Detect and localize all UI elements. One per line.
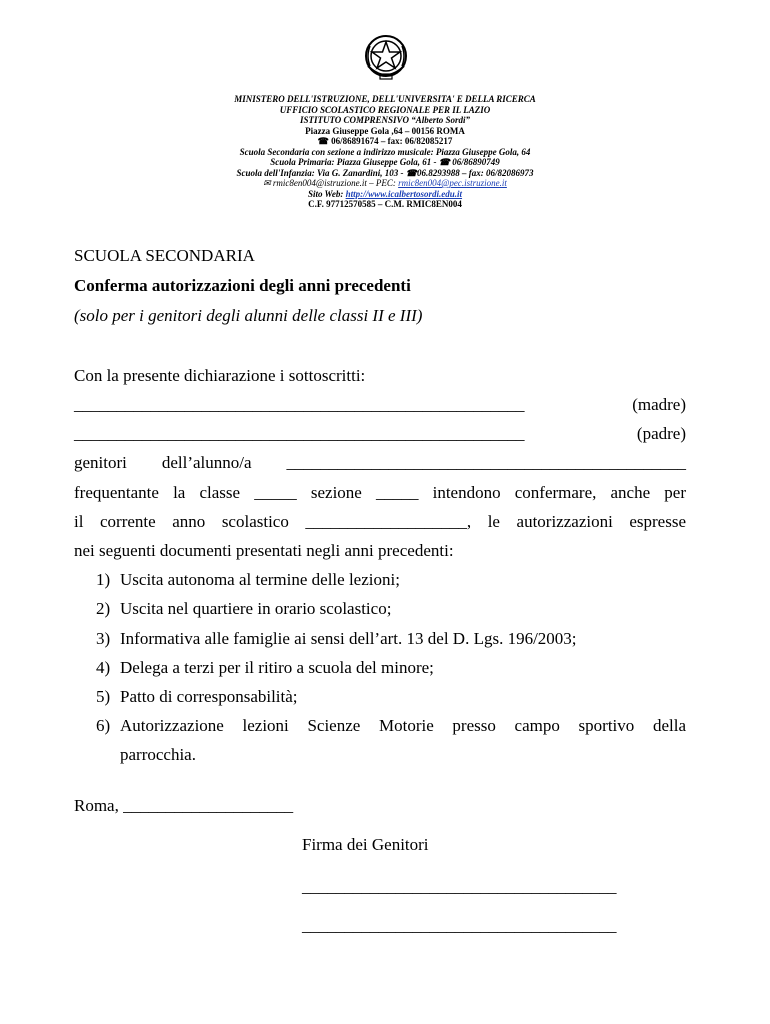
mother-field: _____________________________________________________ (madre)	[74, 395, 686, 414]
list-text: Patto di corresponsabilità;	[120, 687, 298, 706]
website-label: Sito Web:	[307, 188, 346, 199]
list-text: Autorizzazione lezioni Scienze Motorie presso campo sportivo della	[120, 716, 686, 735]
list-text: Uscita nel quartiere in orario scolastico;	[120, 599, 392, 618]
student-field: genitori dell’alunno/a _______________________________________________	[74, 453, 686, 472]
list-item	[96, 570, 686, 590]
documents-intro: nei seguenti documenti presentati negli anni precedenti:	[74, 541, 454, 560]
signature-line-2: _____________________________________	[302, 916, 617, 935]
signature-line-1: _____________________________________	[302, 877, 617, 896]
list-item	[96, 687, 686, 707]
ministry-name: MINISTERO DELL'ISTRUZIONE, DELL'UNIVERSITA' E DELLA RICERCA	[234, 94, 536, 104]
italian-republic-emblem	[362, 32, 410, 84]
institute-name: ISTITUTO COMPRENSIVO “Alberto Sordi”	[299, 115, 471, 125]
school-year-field: il corrente anno scolastico ___________________, le autorizzazioni espresse	[74, 512, 686, 531]
list-number: 3)	[96, 629, 111, 648]
father-field: _____________________________________________________ (padre)	[74, 424, 686, 443]
document-subtitle: (solo per i genitori degli alunni delle classi II e III)	[74, 306, 423, 325]
document-title: Conferma autorizzazioni degli anni precedenti	[74, 276, 411, 295]
pec-link[interactable]: rmic8en004@pec.istruzione.it	[398, 178, 507, 188]
infancy-school-address: Scuola dell'Infanzia: Via G. Zanardini, 103 - ☎06.8293988 – fax: 06/82086973	[236, 167, 534, 178]
list-text: parrocchia.	[120, 745, 196, 764]
list-text: Uscita autonoma al termine delle lezioni;	[120, 570, 400, 589]
website-line	[140, 189, 630, 200]
secondary-school-address: Scuola Secondaria con sezione a indirizzo musicale: Piazza Giuseppe Gola, 64	[239, 146, 531, 157]
list-number: 6)	[96, 716, 111, 735]
list-number: 5)	[96, 687, 111, 706]
place-date-field: Roma, ____________________	[74, 796, 294, 815]
list-text: Informativa alle famiglie ai sensi dell’art. 13 del D. Lgs. 196/2003;	[120, 629, 577, 648]
institute-address: Piazza Giuseppe Gola ,64 – 00156 ROMA	[305, 125, 465, 136]
letterhead	[140, 94, 630, 210]
regional-office: UFFICIO SCOLASTICO REGIONALE PER IL LAZIO	[279, 104, 491, 115]
list-item	[96, 716, 686, 736]
list-item	[96, 599, 686, 619]
phone-fax: ☎ 06/86891674 – fax: 06/82085217	[317, 136, 453, 146]
list-number: 4)	[96, 658, 111, 677]
list-item	[96, 658, 686, 678]
fiscal-codes: C.F. 97712570585 – C.M. RMIC8EN004	[308, 199, 462, 209]
list-number: 1)	[96, 570, 111, 589]
website-link[interactable]: http://www.icalbertosordi.edu.it	[345, 188, 463, 199]
list-text: Delega a terzi per il ritiro a scuola del minore;	[120, 658, 434, 677]
intro-text: Con la presente dichiarazione i sottoscritti:	[74, 366, 366, 385]
email-text: ✉ rmic8en004@istruzione.it – PEC:	[263, 178, 399, 188]
primary-school-address: Scuola Primaria: Piazza Giuseppe Gola, 61 - ☎ 06/86890749	[270, 157, 500, 167]
list-item-continuation	[96, 745, 686, 765]
signature-label: Firma dei Genitori	[302, 835, 429, 854]
school-heading: SCUOLA SECONDARIA	[74, 246, 255, 265]
list-number: 2)	[96, 599, 111, 618]
list-item	[96, 629, 686, 649]
email-line	[140, 178, 630, 189]
class-section-field: frequentante la classe _____ sezione _____ intendono confermare, anche per	[74, 483, 686, 502]
